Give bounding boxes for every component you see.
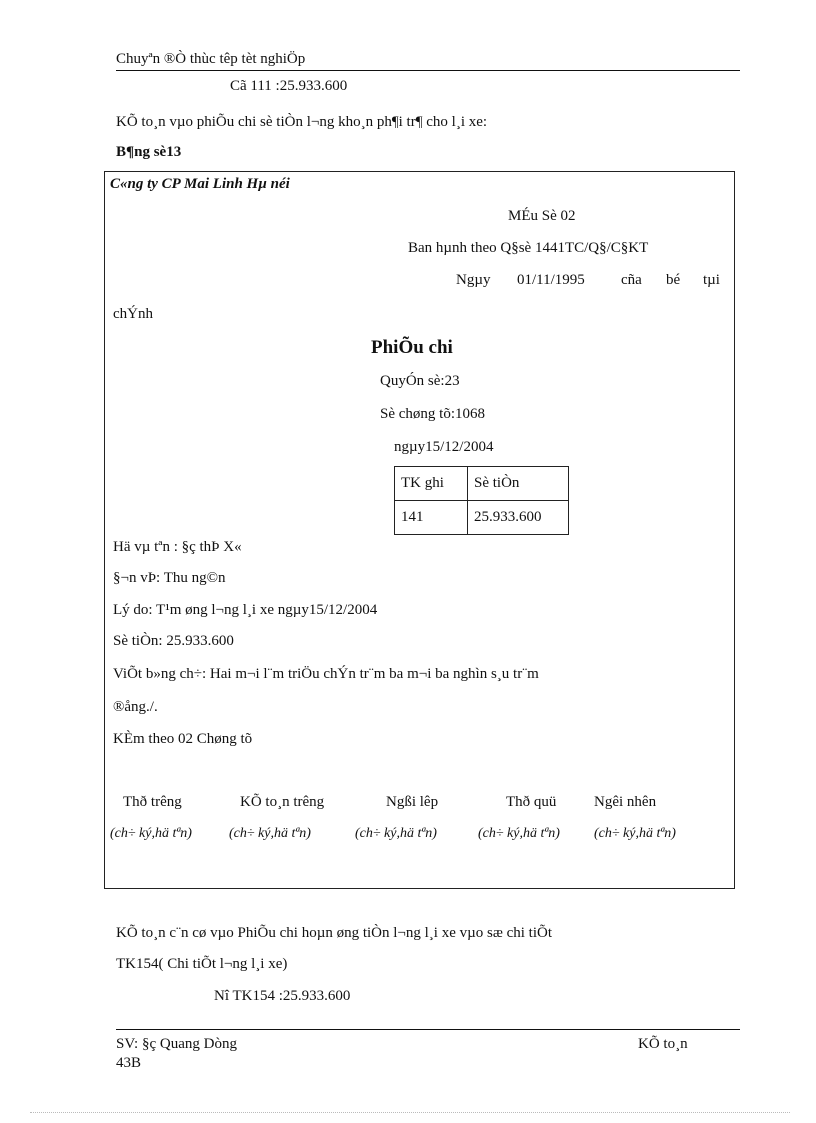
issued-by: Ban hµnh theo Q§sè 1441TC/Q§/C§KT	[408, 240, 649, 256]
page-edge-line	[30, 1112, 790, 1113]
table-cell-account: 141	[395, 501, 468, 535]
footer-class: 43B	[116, 1055, 142, 1071]
voucher-date: ngµy15/12/2004	[394, 439, 494, 455]
account-table	[394, 466, 569, 535]
attachments-line: KÈm theo 02 Chøng tõ	[113, 731, 253, 747]
voucher-title: PhiÕu chi	[371, 337, 453, 358]
date-line-word-1: Ngµy	[456, 272, 491, 288]
top-entry: Cã 111 :25.933.600	[230, 78, 348, 94]
date-line-word-5: tµi	[703, 272, 720, 288]
table-row	[395, 501, 569, 535]
page-header-title: Chuyªn ®Ò thùc têp tèt nghiÖp	[116, 51, 306, 67]
date-line-end: chÝnh	[113, 306, 153, 322]
signer-cashier: Thð quü	[506, 794, 557, 810]
payee-line: Hä vµ tªn : §ç thÞ X«	[113, 539, 242, 555]
sign-note-2: (ch÷ ký,hä tªn)	[229, 826, 311, 841]
sign-note-5: (ch÷ ký,hä tªn)	[594, 826, 676, 841]
table-row	[395, 467, 569, 501]
footer-student: SV: §ç Quang Dòng	[116, 1036, 237, 1052]
sign-note-4: (ch÷ ký,hä tªn)	[478, 826, 560, 841]
date-line-word-4: bé	[666, 272, 681, 288]
sign-note-1: (ch÷ ký,hä tªn)	[110, 826, 192, 841]
signer-receiver: Ngêi nhên	[594, 794, 657, 810]
amount-line: Sè tiÒn: 25.933.600	[113, 633, 234, 649]
document-number: Sè chøng tõ:1068	[380, 406, 485, 422]
header-rule	[116, 70, 740, 71]
body-paragraph-2: TK154( Chi tiÕt l¬ng l¸i xe)	[116, 956, 288, 972]
intro-text: KÕ to¸n vµo phiÕu chi sè tiÒn l¬ng kho¸n ph¶i tr¶ cho l¸i xe:	[116, 114, 488, 130]
bottom-entry: Nî TK154 :25.933.600	[214, 988, 351, 1004]
amount-in-words-cont: ®ång./.	[113, 699, 158, 715]
signer-preparer: Ngßi lêp	[386, 794, 439, 810]
footer-rule	[116, 1029, 740, 1030]
amount-in-words: ViÕt b»ng ch÷: Hai m¬i l¨m triÖu chÝn tr¨m ba m¬i ba nghìn s¸u tr¨m	[113, 666, 539, 682]
table-label: B¶ng sè13	[116, 144, 182, 160]
footer-department: KÕ to¸n	[638, 1036, 688, 1052]
reason-line: Lý do: T¹m øng l¬ng l¸i xe ngµy15/12/2004	[113, 602, 378, 618]
sign-note-3: (ch÷ ký,hä tªn)	[355, 826, 437, 841]
book-number: QuyÓn sè:23	[380, 373, 460, 389]
company-name: C«ng ty CP Mai Linh Hµ néi	[110, 176, 290, 192]
signer-chief-accountant: KÕ to¸n trêng	[240, 794, 325, 810]
body-paragraph-1: KÕ to¸n c¨n cø vµo PhiÕu chi hoµn øng tiÒn l¬ng l¸i xe vµo sæ chi tiÕt	[116, 925, 553, 941]
signer-head: Thð trêng	[123, 794, 182, 810]
table-header-account: TK ghi	[395, 467, 468, 501]
date-line-word-3: cña	[621, 272, 642, 288]
unit-line: §¬n vÞ: Thu ng©n	[113, 570, 226, 586]
table-header-amount: Sè tiÒn	[468, 467, 569, 501]
table-cell-amount: 25.933.600	[468, 501, 569, 535]
date-line-word-2: 01/11/1995	[517, 272, 585, 288]
form-number: MÉu Sè 02	[508, 208, 576, 224]
